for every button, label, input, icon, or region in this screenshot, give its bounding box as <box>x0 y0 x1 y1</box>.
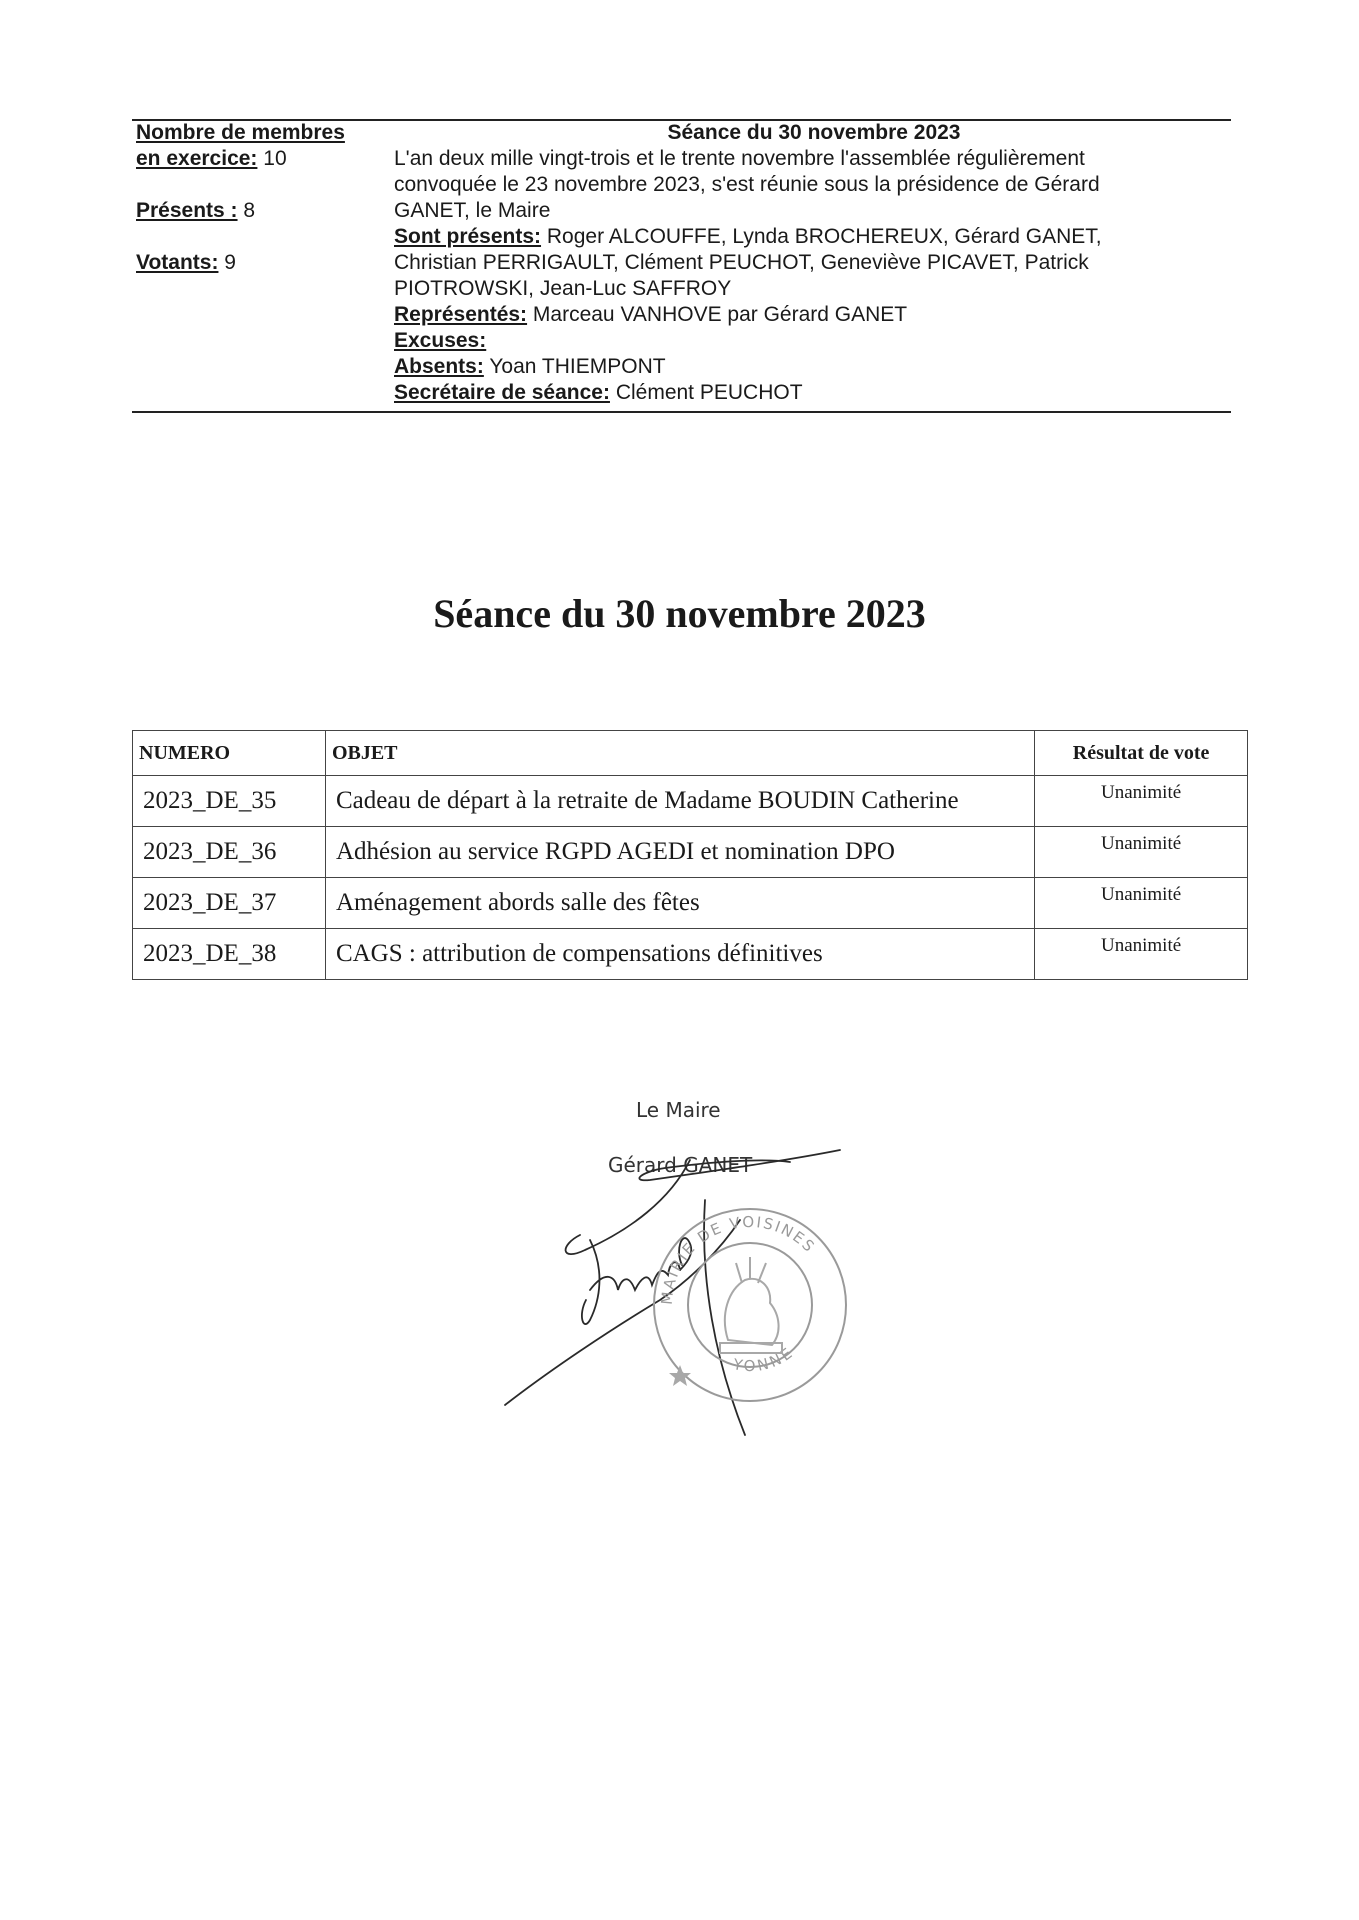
header-numero: NUMERO <box>133 731 326 776</box>
signature-title: Le Maire <box>636 1098 721 1122</box>
table-row <box>133 878 1248 929</box>
present-members-line-3: PIOTROWSKI, Jean-Luc SAFFROY <box>394 277 732 300</box>
absent-members: Absents: Yoan THIEMPONT <box>394 355 666 378</box>
mayor-seal <box>650 1205 850 1405</box>
session-heading: Séance du 30 novembre 2023 <box>667 121 961 144</box>
deliberations-table <box>132 730 1248 980</box>
members-label-line1: Nombre de membres <box>136 121 345 144</box>
row-vote-result: Unanimité <box>1035 776 1248 827</box>
row-vote-result: Unanimité <box>1035 929 1248 980</box>
session-secretary: Secrétaire de séance: Clément PEUCHOT <box>394 381 803 404</box>
table-row <box>133 827 1248 878</box>
intro-line-3: GANET, le Maire <box>394 199 551 222</box>
header-objet: OBJET <box>325 731 1034 776</box>
row-subject: CAGS : attribution de compensations définitives <box>325 929 1034 980</box>
represented-members: Représentés: Marceau VANHOVE par Gérard GANET <box>394 303 908 326</box>
row-number: 2023_DE_37 <box>133 878 326 929</box>
present-members-line-1: Sont présents: Roger ALCOUFFE, Lynda BROCHEREUX, Gérard GANET, <box>394 225 1102 248</box>
seal-bottom-text: YONNE <box>731 1342 798 1376</box>
table-row <box>133 929 1248 980</box>
votants-count: Votants: 9 <box>136 251 236 274</box>
page-title: Séance du 30 novembre 2023 <box>433 591 926 636</box>
seal-top-text: MAIRIE DE VOISINES <box>657 1212 820 1306</box>
excused-members: Excuses: <box>394 329 487 352</box>
members-count: en exercice: 10 <box>136 147 287 170</box>
table-header-row <box>133 731 1248 776</box>
header-resultat: Résultat de vote <box>1035 731 1248 776</box>
intro-line-2: convoquée le 23 novembre 2023, s'est réunie sous la présidence de Gérard <box>394 173 1100 196</box>
marianne-emblem-icon <box>720 1257 782 1353</box>
row-number: 2023_DE_38 <box>133 929 326 980</box>
row-number: 2023_DE_36 <box>133 827 326 878</box>
present-members-line-2: Christian PERRIGAULT, Clément PEUCHOT, Geneviève PICAVET, Patrick <box>394 251 1089 274</box>
row-subject: Adhésion au service RGPD AGEDI et nomination DPO <box>325 827 1034 878</box>
seal-star-icon <box>669 1365 691 1386</box>
session-details <box>394 120 1234 406</box>
row-vote-result: Unanimité <box>1035 827 1248 878</box>
row-subject: Aménagement abords salle des fêtes <box>325 878 1034 929</box>
row-number: 2023_DE_35 <box>133 776 326 827</box>
row-subject: Cadeau de départ à la retraite de Madame BOUDIN Catherine <box>325 776 1034 827</box>
presents-count: Présents : 8 <box>136 199 256 222</box>
signature-name: Gérard GANET <box>608 1153 753 1177</box>
header-bottom-rule <box>132 411 1231 413</box>
members-summary <box>136 120 386 276</box>
intro-line-1: L'an deux mille vingt-trois et le trente novembre l'assemblée régulièrement <box>394 147 1085 170</box>
table-row <box>133 776 1248 827</box>
row-vote-result: Unanimité <box>1035 878 1248 929</box>
